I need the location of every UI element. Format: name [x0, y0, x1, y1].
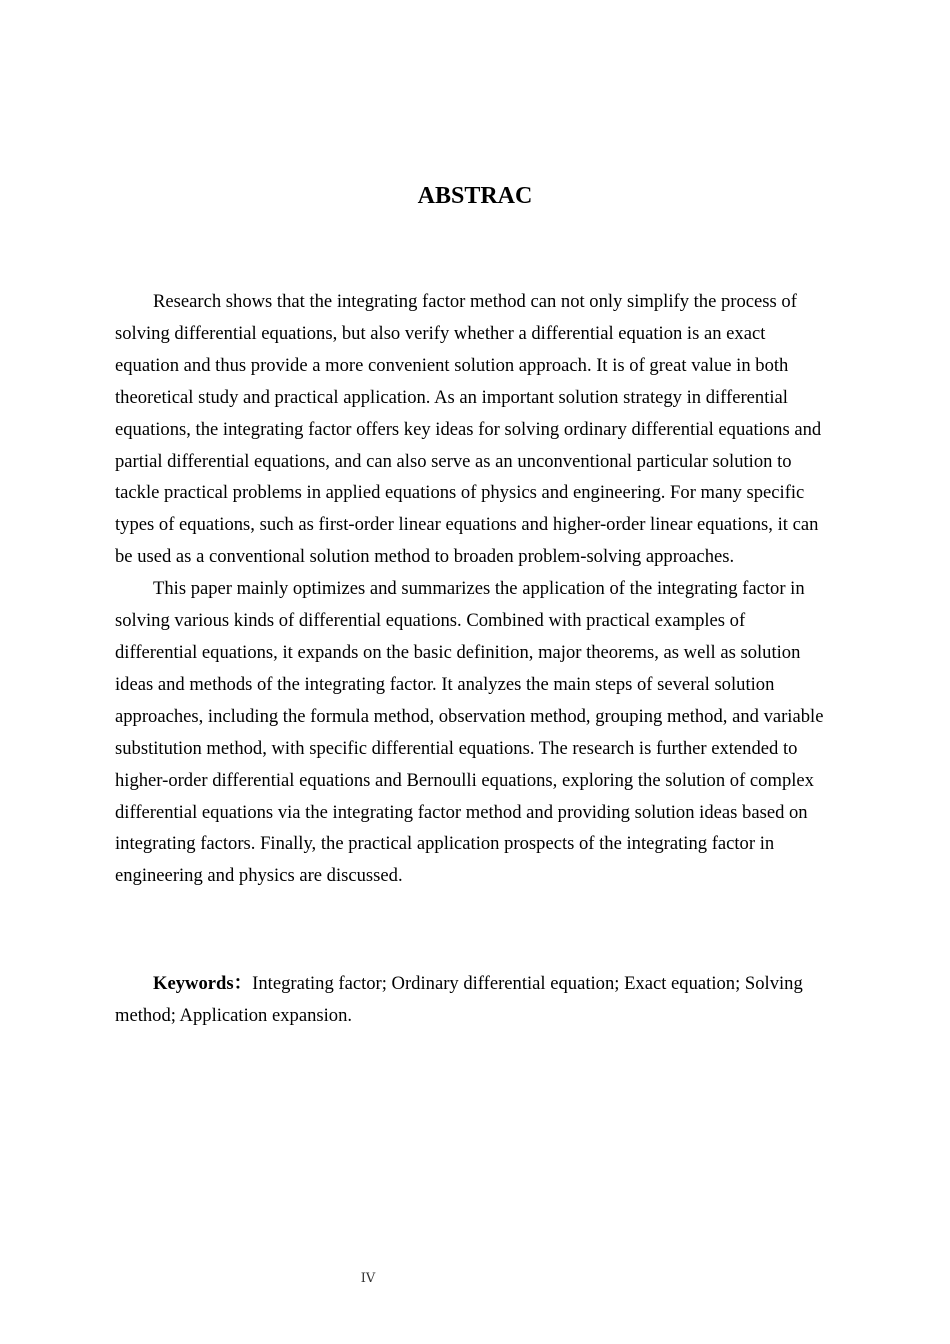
keywords-text: Integrating factor; Ordinary differential equation; Exact equation; Solving method; Application expansion.	[115, 973, 803, 1026]
page-number: IV	[360, 1271, 376, 1286]
abstract-title: ABSTRAC	[417, 183, 533, 209]
abstract-paragraph-2: This paper mainly optimizes and summarizes the application of the integrating factor in solving various kinds of differential equations. Combined with practical examples of differential equations, it expands on the basic definition, major theorems, as well as solution ideas and methods of the integrating factor. It analyzes the main steps of several solution approaches, including the formula method, observation method, grouping method, and variable substitution method, with specific differential equations. The research is further extended to higher-order differential equations and Bernoulli equations, exploring the solution of complex differential equations via the integrating factor method and providing solution ideas based on integrating factors. Finally, the practical application prospects of the integrating factor in engineering and physics are discussed.	[115, 578, 824, 887]
abstract-paragraph-1: Research shows that the integrating factor method can not only simplify the process of solving differential equations, but also verify whether a differential equation is an exact equation and thus provide a more convenient solution approach. It is of great value in both theoretical study and practical application. As an important solution strategy in differential equations, the integrating factor offers key ideas for solving ordinary differential equations and partial differential equations, and can also serve as an unconventional particular solution to tackle practical problems in applied equations of physics and engineering. For many specific types of equations, such as first-order linear equations and higher-order linear equations, it can be used as a conventional solution method to broaden problem-solving approaches.	[115, 291, 822, 568]
keywords-line	[115, 968, 830, 1032]
abstract-body	[115, 286, 830, 892]
keywords-label: Keywords：	[153, 973, 253, 994]
